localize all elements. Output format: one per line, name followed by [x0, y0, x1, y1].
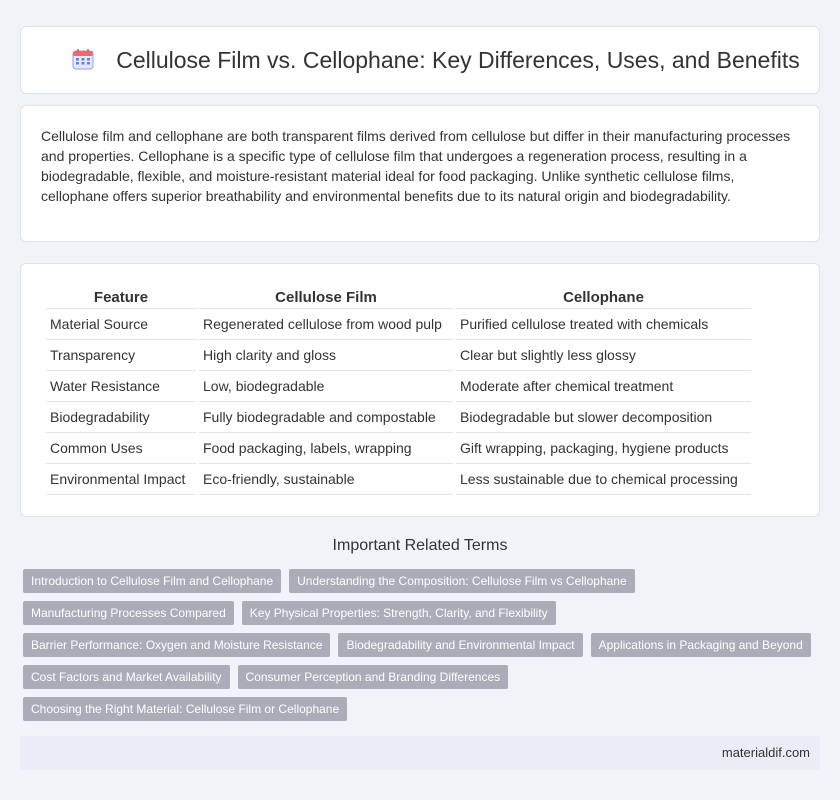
table-row: [46, 371, 751, 402]
footer: [20, 736, 820, 770]
footer-site-link[interactable]: materialdif.com: [721, 745, 810, 760]
header-cellulose-film: Cellulose Film: [199, 286, 453, 309]
related-term-link[interactable]: Understanding the Composition: Cellulose Film vs Cellophane: [289, 569, 635, 593]
table-row: [46, 402, 751, 433]
table-cell: Common Uses: [46, 433, 196, 464]
related-term-link[interactable]: Barrier Performance: Oxygen and Moisture Resistance: [23, 633, 330, 657]
table-cell: Purified cellulose treated with chemicals: [456, 309, 751, 340]
page-header: [20, 26, 820, 94]
related-term-link[interactable]: Introduction to Cellulose Film and Cellophane: [23, 569, 281, 593]
table-cell: Transparency: [46, 340, 196, 371]
header-feature: Feature: [46, 286, 196, 309]
table-cell: Moderate after chemical treatment: [456, 371, 751, 402]
related-terms-title: Important Related Terms: [332, 537, 508, 554]
table-cell: High clarity and gloss: [199, 340, 453, 371]
intro-text: Cellulose film and cellophane are both transparent films derived from cellulose but differ in their manufacturing processes and properties. Cellophane is a specific type of cellulose film that undergoes a regeneration process, resulting in a biodegradable, flexible, and moisture-resistant material ideal for food packaging. Unlike synthetic cellulose films, cellophane offers superior breathability and environmental benefits due to its natural origin and biodegradability.: [41, 128, 791, 204]
related-term-link[interactable]: Biodegradability and Environmental Impact: [338, 633, 582, 657]
table-cell: Regenerated cellulose from wood pulp: [199, 309, 453, 340]
table-row: [46, 340, 751, 371]
table-cell: Water Resistance: [46, 371, 196, 402]
related-term-link[interactable]: Manufacturing Processes Compared: [23, 601, 234, 625]
calendar-icon: [71, 47, 95, 71]
table-cell: Less sustainable due to chemical processing: [456, 464, 751, 495]
related-term-link[interactable]: Key Physical Properties: Strength, Clarity, and Flexibility: [242, 601, 556, 625]
table-cell: Biodegradability: [46, 402, 196, 433]
table-row: [46, 433, 751, 464]
table-cell: Environmental Impact: [46, 464, 196, 495]
table-cell: Fully biodegradable and compostable: [199, 402, 453, 433]
table-cell: Eco-friendly, sustainable: [199, 464, 453, 495]
related-term-link[interactable]: Cost Factors and Market Availability: [23, 665, 230, 689]
header-cellophane: Cellophane: [456, 286, 751, 309]
related-term-link[interactable]: Applications in Packaging and Beyond: [591, 633, 811, 657]
related-term-link[interactable]: Consumer Perception and Branding Differences: [238, 665, 509, 689]
intro-card: [20, 105, 820, 242]
table-cell: Low, biodegradable: [199, 371, 453, 402]
table-cell: Clear but slightly less glossy: [456, 340, 751, 371]
table-cell: Material Source: [46, 309, 196, 340]
related-terms-list: [23, 569, 823, 721]
table-cell: Gift wrapping, packaging, hygiene products: [456, 433, 751, 464]
table-row: [46, 309, 751, 340]
table-cell: Biodegradable but slower decomposition: [456, 402, 751, 433]
page-title: Cellulose Film vs. Cellophane: Key Differences, Uses, and Benefits: [116, 47, 800, 73]
comparison-table: [43, 286, 754, 495]
comparison-card: [20, 263, 820, 517]
table-cell: Food packaging, labels, wrapping: [199, 433, 453, 464]
related-term-link[interactable]: Choosing the Right Material: Cellulose Film or Cellophane: [23, 697, 347, 721]
table-header-row: [46, 286, 751, 309]
table-row: [46, 464, 751, 495]
